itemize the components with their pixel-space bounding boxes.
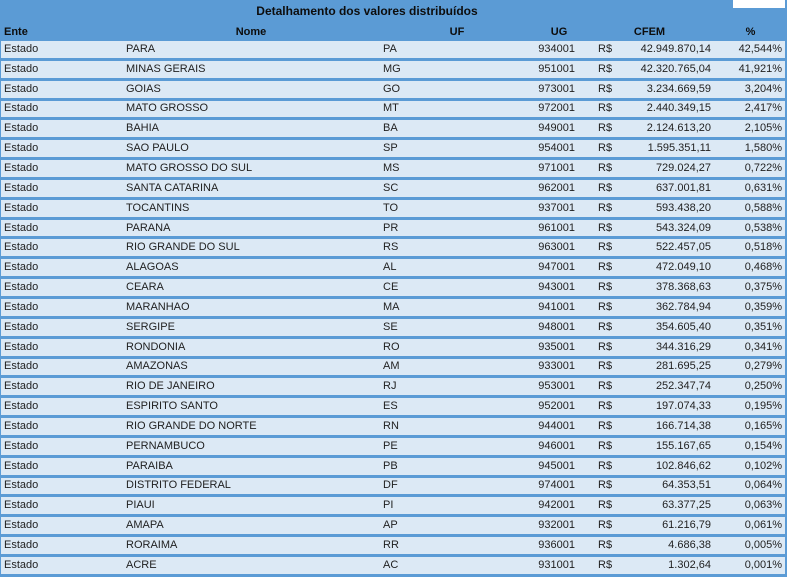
- cell-ente[interactable]: Estado: [4, 360, 39, 373]
- table-row: [1, 438, 785, 458]
- cell-ug[interactable]: 933001: [538, 360, 575, 373]
- cell-nome[interactable]: AMAPA: [126, 519, 164, 532]
- currency-symbol: R$: [598, 82, 613, 95]
- table-row: [1, 458, 785, 478]
- cell-cfem[interactable]: [583, 180, 716, 197]
- currency-symbol: R$: [598, 102, 613, 115]
- cell-nome[interactable]: MARANHAO: [126, 300, 190, 313]
- cell-uf[interactable]: AL: [383, 261, 397, 274]
- table-row: [1, 398, 785, 418]
- currency-symbol: R$: [598, 400, 613, 413]
- column-header-ente[interactable]: Ente: [4, 25, 28, 38]
- cell-ug[interactable]: 935001: [538, 340, 575, 353]
- cell-uf[interactable]: RS: [383, 241, 399, 254]
- cell-pct[interactable]: 0,359%: [744, 300, 782, 313]
- cell-ug[interactable]: 943001: [538, 281, 575, 294]
- cell-cfem[interactable]: [583, 61, 716, 78]
- table-row: [1, 200, 785, 220]
- cell-ug[interactable]: 954001: [538, 142, 575, 155]
- cell-pct[interactable]: 0,538%: [744, 221, 782, 234]
- cfem-amount: 729.024,27: [655, 161, 711, 174]
- cell-ente[interactable]: Estado: [4, 400, 39, 413]
- cell-ente[interactable]: Estado: [4, 62, 39, 75]
- cell-uf[interactable]: CE: [383, 281, 399, 294]
- cfem-amount: 472.049,10: [655, 261, 711, 274]
- cell-cfem[interactable]: [583, 339, 716, 356]
- cfem-amount: 42.949.870,14: [640, 42, 711, 55]
- cell-ente[interactable]: Estado: [4, 539, 39, 552]
- cell-ente[interactable]: Estado: [4, 142, 39, 155]
- column-header-pct[interactable]: %: [745, 25, 756, 38]
- table-row: [1, 81, 785, 101]
- currency-symbol: R$: [598, 201, 613, 214]
- cell-uf[interactable]: PB: [383, 459, 398, 472]
- currency-symbol: R$: [598, 221, 613, 234]
- cell-ente[interactable]: Estado: [4, 439, 39, 452]
- cell-pct[interactable]: 0,375%: [744, 281, 782, 294]
- cell-nome[interactable]: DISTRITO FEDERAL: [126, 479, 231, 492]
- cell-pct[interactable]: 0,061%: [744, 519, 782, 532]
- cell-uf[interactable]: GO: [383, 82, 401, 95]
- cell-uf[interactable]: RN: [383, 419, 399, 432]
- cell-nome[interactable]: MATO GROSSO DO SUL: [126, 161, 253, 174]
- cell-uf[interactable]: PR: [383, 221, 399, 234]
- table-row: [1, 239, 785, 259]
- table-row: [1, 378, 785, 398]
- cell-ug[interactable]: 973001: [538, 82, 575, 95]
- cell-uf[interactable]: SP: [383, 142, 398, 155]
- cell-ente[interactable]: Estado: [4, 82, 39, 95]
- table-row: [1, 497, 785, 517]
- cell-uf[interactable]: RO: [383, 340, 400, 353]
- cell-nome[interactable]: TOCANTINS: [126, 201, 190, 214]
- table-row: [1, 279, 785, 299]
- cell-cfem[interactable]: [583, 200, 716, 217]
- cell-nome[interactable]: PARAIBA: [126, 459, 173, 472]
- cell-ente[interactable]: Estado: [4, 161, 39, 174]
- cell-pct[interactable]: 1,580%: [744, 142, 782, 155]
- cell-cfem[interactable]: [583, 458, 716, 475]
- cell-ug[interactable]: 936001: [538, 539, 575, 552]
- cell-pct[interactable]: 42,544%: [738, 42, 782, 55]
- cell-pct[interactable]: 0,588%: [744, 201, 782, 214]
- cell-nome[interactable]: AMAZONAS: [126, 360, 188, 373]
- cell-ente[interactable]: Estado: [4, 519, 39, 532]
- cfem-amount: 354.605,40: [655, 320, 711, 333]
- cell-ente[interactable]: Estado: [4, 102, 39, 115]
- cell-uf[interactable]: PA: [383, 42, 397, 55]
- cfem-amount: 64.353,51: [662, 479, 711, 492]
- cell-cfem[interactable]: [583, 517, 716, 534]
- cell-pct[interactable]: 0,341%: [744, 340, 782, 353]
- cell-pct[interactable]: 2,417%: [744, 102, 782, 115]
- cell-nome[interactable]: RIO GRANDE DO NORTE: [126, 419, 257, 432]
- cell-pct[interactable]: 0,351%: [744, 320, 782, 333]
- currency-symbol: R$: [598, 42, 613, 55]
- cell-nome[interactable]: PIAUI: [126, 499, 155, 512]
- cell-nome[interactable]: MATO GROSSO: [126, 102, 209, 115]
- cell-ug[interactable]: 942001: [538, 499, 575, 512]
- table-row: [1, 517, 785, 537]
- cell-nome[interactable]: SERGIPE: [126, 320, 175, 333]
- table-row: [1, 537, 785, 557]
- cell-cfem[interactable]: [583, 239, 716, 256]
- cell-ug[interactable]: 961001: [538, 221, 575, 234]
- cell-ente[interactable]: Estado: [4, 181, 39, 194]
- cell-pct[interactable]: 0,631%: [744, 181, 782, 194]
- currency-symbol: R$: [598, 519, 613, 532]
- cell-cfem[interactable]: [583, 279, 716, 296]
- currency-symbol: R$: [598, 439, 613, 452]
- cell-ente[interactable]: Estado: [4, 459, 39, 472]
- cell-uf[interactable]: MA: [383, 300, 400, 313]
- cfem-amount: 4.686,38: [668, 539, 711, 552]
- table-row: [1, 101, 785, 121]
- cell-uf[interactable]: AM: [383, 360, 400, 373]
- currency-symbol: R$: [598, 499, 613, 512]
- cfem-amount: 63.377,25: [662, 499, 711, 512]
- cfem-amount: 1.595.351,11: [647, 142, 711, 155]
- cell-ente[interactable]: Estado: [4, 261, 39, 274]
- currency-symbol: R$: [598, 62, 613, 75]
- cell-ug[interactable]: 931001: [538, 558, 575, 571]
- cell-cfem[interactable]: [583, 557, 716, 574]
- table-title: Detalhamento dos valores distribuídos: [256, 4, 478, 18]
- table-title-bar[interactable]: [1, 0, 733, 22]
- cell-nome[interactable]: PARANA: [126, 221, 171, 234]
- table-row: [1, 259, 785, 279]
- cell-ug[interactable]: 972001: [538, 102, 575, 115]
- cell-pct[interactable]: 41,921%: [738, 62, 782, 75]
- cell-ente[interactable]: Estado: [4, 499, 39, 512]
- cell-cfem[interactable]: [583, 497, 716, 514]
- top-right-notch: [733, 0, 785, 8]
- cell-ug[interactable]: 962001: [538, 181, 575, 194]
- cell-pct[interactable]: 0,063%: [744, 499, 782, 512]
- cell-ug[interactable]: 937001: [538, 201, 575, 214]
- currency-symbol: R$: [598, 161, 613, 174]
- currency-symbol: R$: [598, 380, 613, 393]
- cfem-amount: 1.302,64: [668, 558, 711, 571]
- column-header-row: [1, 22, 785, 41]
- cell-uf[interactable]: MT: [383, 102, 399, 115]
- cell-ug[interactable]: 932001: [538, 519, 575, 532]
- cell-cfem[interactable]: [583, 398, 716, 415]
- cell-cfem[interactable]: [583, 259, 716, 276]
- cell-uf[interactable]: AP: [383, 519, 398, 532]
- cell-cfem[interactable]: [583, 319, 716, 336]
- cell-cfem[interactable]: [583, 299, 716, 316]
- cfem-amount: 522.457,05: [655, 241, 711, 254]
- currency-symbol: R$: [598, 261, 613, 274]
- cell-ug[interactable]: 974001: [538, 479, 575, 492]
- cell-uf[interactable]: MS: [383, 161, 400, 174]
- table-row: [1, 359, 785, 379]
- cfem-amount: 543.324,09: [655, 221, 711, 234]
- cell-nome[interactable]: RORAIMA: [126, 539, 178, 552]
- cfem-amount: 61.216,79: [662, 519, 711, 532]
- cell-ente[interactable]: Estado: [4, 122, 39, 135]
- cell-ug[interactable]: 948001: [538, 320, 575, 333]
- cell-cfem[interactable]: [583, 81, 716, 98]
- currency-symbol: R$: [598, 340, 613, 353]
- table-row: [1, 120, 785, 140]
- table-row: [1, 140, 785, 160]
- cell-uf[interactable]: SC: [383, 181, 399, 194]
- cell-pct[interactable]: 0,195%: [744, 400, 782, 413]
- cell-pct[interactable]: 0,250%: [744, 380, 782, 393]
- cell-ente[interactable]: Estado: [4, 221, 39, 234]
- cell-cfem[interactable]: [583, 378, 716, 395]
- table-row: [1, 339, 785, 359]
- cell-pct[interactable]: 0,001%: [744, 558, 782, 571]
- cfem-amount: 637.001,81: [655, 181, 711, 194]
- cell-ente[interactable]: Estado: [4, 419, 39, 432]
- cell-nome[interactable]: SANTA CATARINA: [126, 181, 219, 194]
- cell-nome[interactable]: ESPIRITO SANTO: [126, 400, 218, 413]
- cell-cfem[interactable]: [583, 438, 716, 455]
- cfem-amount: 378.368,63: [655, 281, 711, 294]
- table-row: [1, 478, 785, 498]
- cell-ente[interactable]: Estado: [4, 320, 39, 333]
- cell-ente[interactable]: Estado: [4, 281, 39, 294]
- table-row: [1, 41, 785, 61]
- currency-symbol: R$: [598, 241, 613, 254]
- table-row: [1, 299, 785, 319]
- cell-nome[interactable]: PERNAMBUCO: [126, 439, 205, 452]
- cell-nome[interactable]: RIO DE JANEIRO: [126, 380, 215, 393]
- cell-ug[interactable]: 941001: [538, 300, 575, 313]
- table-row: [1, 418, 785, 438]
- cell-ug[interactable]: 963001: [538, 241, 575, 254]
- table-row: [1, 180, 785, 200]
- cfem-amount: 102.846,62: [655, 459, 711, 472]
- cell-pct[interactable]: 0,468%: [744, 261, 782, 274]
- column-header-uf[interactable]: UF: [449, 25, 465, 38]
- cell-ug[interactable]: 934001: [538, 42, 575, 55]
- cell-nome[interactable]: SAO PAULO: [126, 142, 189, 155]
- cell-pct[interactable]: 0,005%: [744, 539, 782, 552]
- currency-symbol: R$: [598, 281, 613, 294]
- cell-uf[interactable]: PI: [383, 499, 394, 512]
- cfem-amount: 344.316,29: [655, 340, 711, 353]
- column-header-ug[interactable]: UG: [550, 25, 568, 38]
- cell-pct[interactable]: 0,165%: [744, 419, 782, 432]
- cell-cfem[interactable]: [583, 220, 716, 237]
- column-header-cfem[interactable]: CFEM: [633, 25, 666, 38]
- cell-uf[interactable]: BA: [383, 122, 398, 135]
- cell-nome[interactable]: PARA: [126, 42, 156, 55]
- cfem-amount: 197.074,33: [655, 400, 711, 413]
- currency-symbol: R$: [598, 122, 613, 135]
- cell-pct[interactable]: 3,204%: [744, 82, 782, 95]
- table-row: [1, 319, 785, 339]
- cell-pct[interactable]: 0,102%: [744, 459, 782, 472]
- cell-pct[interactable]: 0,064%: [744, 479, 782, 492]
- cell-ug[interactable]: 951001: [538, 62, 575, 75]
- cell-pct[interactable]: 0,154%: [744, 439, 782, 452]
- cell-uf[interactable]: AC: [383, 558, 399, 571]
- cell-uf[interactable]: ES: [383, 400, 398, 413]
- cell-uf[interactable]: DF: [383, 479, 398, 492]
- cfem-amount: 281.695,25: [655, 360, 711, 373]
- cell-pct[interactable]: 0,279%: [744, 360, 782, 373]
- cfem-amount: 3.234.669,59: [646, 82, 711, 95]
- cell-ente[interactable]: Estado: [4, 241, 39, 254]
- table-row: [1, 61, 785, 81]
- cell-ente[interactable]: Estado: [4, 479, 39, 492]
- cell-ug[interactable]: 947001: [538, 261, 575, 274]
- cell-cfem[interactable]: [583, 41, 716, 58]
- cfem-amount: 252.347,74: [655, 380, 711, 393]
- table-row: [1, 220, 785, 240]
- cell-ug[interactable]: 953001: [538, 380, 575, 393]
- cell-pct[interactable]: 0,722%: [744, 161, 782, 174]
- currency-symbol: R$: [598, 539, 613, 552]
- cell-nome[interactable]: RONDONIA: [126, 340, 186, 353]
- cell-ug[interactable]: 971001: [538, 161, 575, 174]
- cell-cfem[interactable]: [583, 359, 716, 376]
- cell-ente[interactable]: Estado: [4, 300, 39, 313]
- cell-ente[interactable]: Estado: [4, 558, 39, 571]
- cell-ug[interactable]: 944001: [538, 419, 575, 432]
- cell-nome[interactable]: CEARA: [126, 281, 164, 294]
- table-row: [1, 160, 785, 180]
- cell-ente[interactable]: Estado: [4, 42, 39, 55]
- cell-uf[interactable]: SE: [383, 320, 398, 333]
- cfem-amount: 155.167,65: [655, 439, 711, 452]
- cell-uf[interactable]: RR: [383, 539, 399, 552]
- table-body: [1, 41, 785, 577]
- cfem-amount: 362.784,94: [655, 300, 711, 313]
- cell-cfem[interactable]: [583, 478, 716, 495]
- currency-symbol: R$: [598, 300, 613, 313]
- cfem-amount: 2.124.613,20: [646, 122, 711, 135]
- cell-nome[interactable]: ACRE: [126, 558, 157, 571]
- cell-ente[interactable]: Estado: [4, 201, 39, 214]
- cell-cfem[interactable]: [583, 120, 716, 137]
- cell-nome[interactable]: ALAGOAS: [126, 261, 179, 274]
- cell-nome[interactable]: BAHIA: [126, 122, 160, 135]
- currency-symbol: R$: [598, 419, 613, 432]
- cfem-amount: 593.438,20: [655, 201, 711, 214]
- cell-pct[interactable]: 2,105%: [744, 122, 782, 135]
- currency-symbol: R$: [598, 558, 613, 571]
- cell-uf[interactable]: TO: [383, 201, 399, 214]
- currency-symbol: R$: [598, 360, 613, 373]
- column-header-nome[interactable]: Nome: [235, 25, 267, 38]
- currency-symbol: R$: [598, 320, 613, 333]
- cell-uf[interactable]: RJ: [383, 380, 397, 393]
- cell-ente[interactable]: Estado: [4, 340, 39, 353]
- cell-ug[interactable]: 945001: [538, 459, 575, 472]
- cfem-amount: 2.440.349,15: [646, 102, 711, 115]
- table-row: [1, 557, 785, 577]
- cell-cfem[interactable]: [583, 101, 716, 118]
- cell-cfem[interactable]: [583, 537, 716, 554]
- currency-symbol: R$: [598, 459, 613, 472]
- cfem-amount: 166.714,38: [655, 419, 711, 432]
- cell-nome[interactable]: MINAS GERAIS: [126, 62, 206, 75]
- cell-ug[interactable]: 946001: [538, 439, 575, 452]
- cell-cfem[interactable]: [583, 418, 716, 435]
- cfem-amount: 42.320.765,04: [640, 62, 711, 75]
- cell-nome[interactable]: GOIAS: [126, 82, 161, 95]
- cell-ug[interactable]: 952001: [538, 400, 575, 413]
- currency-symbol: R$: [598, 479, 613, 492]
- currency-symbol: R$: [598, 142, 613, 155]
- cell-ente[interactable]: Estado: [4, 380, 39, 393]
- cell-ug[interactable]: 949001: [538, 122, 575, 135]
- cell-pct[interactable]: 0,518%: [744, 241, 782, 254]
- cell-cfem[interactable]: [583, 140, 716, 157]
- cell-nome[interactable]: RIO GRANDE DO SUL: [126, 241, 240, 254]
- currency-symbol: R$: [598, 181, 613, 194]
- cell-cfem[interactable]: [583, 160, 716, 177]
- cell-uf[interactable]: PE: [383, 439, 398, 452]
- cell-uf[interactable]: MG: [383, 62, 401, 75]
